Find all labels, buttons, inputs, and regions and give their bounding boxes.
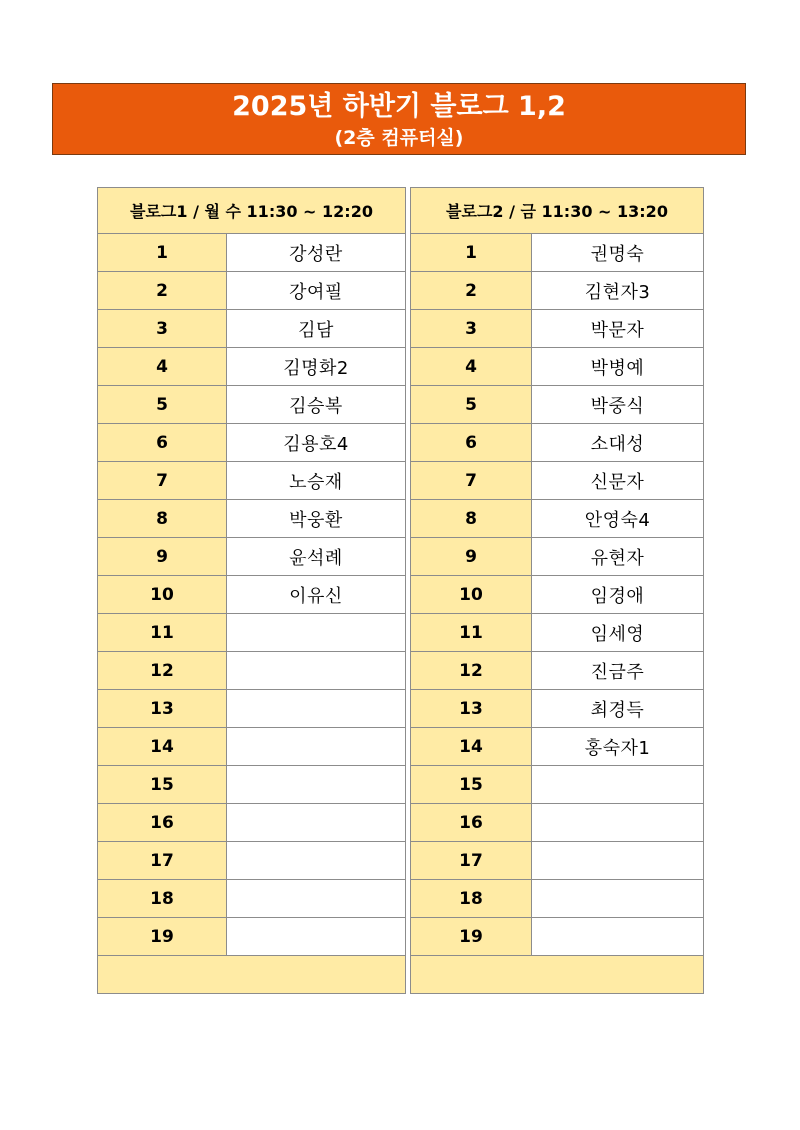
seat-number: 16 — [411, 804, 532, 842]
seat-number: 11 — [411, 614, 532, 652]
seat-number: 6 — [411, 424, 532, 462]
student-name: 윤석례 — [227, 538, 406, 576]
roster-row — [98, 462, 406, 500]
seat-number: 19 — [411, 918, 532, 956]
student-name — [227, 766, 406, 804]
roster-row — [411, 272, 704, 310]
roster-row — [411, 652, 704, 690]
roster-row — [411, 690, 704, 728]
seat-number: 4 — [98, 348, 227, 386]
seat-number: 13 — [98, 690, 227, 728]
seat-number: 1 — [411, 234, 532, 272]
roster-row — [98, 576, 406, 614]
student-name — [532, 842, 704, 880]
seat-number: 19 — [98, 918, 227, 956]
student-name — [532, 918, 704, 956]
seat-number: 15 — [411, 766, 532, 804]
seat-number: 17 — [411, 842, 532, 880]
student-name: 소대성 — [532, 424, 704, 462]
roster-footer-row — [98, 956, 406, 994]
roster-row — [411, 462, 704, 500]
student-name: 김담 — [227, 310, 406, 348]
student-name — [227, 728, 406, 766]
seat-number: 11 — [98, 614, 227, 652]
seat-number: 8 — [98, 500, 227, 538]
seat-number: 14 — [98, 728, 227, 766]
seat-number: 13 — [411, 690, 532, 728]
seat-number: 14 — [411, 728, 532, 766]
student-name — [227, 614, 406, 652]
student-name: 노승재 — [227, 462, 406, 500]
seat-number: 1 — [98, 234, 227, 272]
seat-number: 2 — [411, 272, 532, 310]
page-title: 2025년 하반기 블로그 1,2 — [232, 91, 566, 122]
roster-row — [98, 348, 406, 386]
seat-number: 7 — [98, 462, 227, 500]
student-name: 권명숙 — [532, 234, 704, 272]
block2-roster-table — [410, 187, 704, 994]
seat-number: 3 — [98, 310, 227, 348]
roster-row — [98, 690, 406, 728]
title-banner — [52, 83, 746, 155]
student-name — [227, 880, 406, 918]
roster-row — [411, 538, 704, 576]
student-name: 임경애 — [532, 576, 704, 614]
student-name: 진금주 — [532, 652, 704, 690]
seat-number: 5 — [411, 386, 532, 424]
roster-footer-cell — [98, 956, 406, 994]
seat-number: 7 — [411, 462, 532, 500]
roster-row — [98, 728, 406, 766]
roster-footer-cell — [411, 956, 704, 994]
roster-row — [411, 842, 704, 880]
student-name: 박웅환 — [227, 500, 406, 538]
roster-row — [411, 234, 704, 272]
block1-roster-table — [97, 187, 406, 994]
student-name — [227, 652, 406, 690]
roster-row — [411, 804, 704, 842]
student-name: 김명화2 — [227, 348, 406, 386]
roster-footer-row — [411, 956, 704, 994]
roster-row — [98, 538, 406, 576]
roster-row — [411, 500, 704, 538]
seat-number: 10 — [98, 576, 227, 614]
roster-row — [411, 766, 704, 804]
roster-row — [98, 880, 406, 918]
roster-row — [411, 576, 704, 614]
student-name — [227, 842, 406, 880]
page-subtitle: (2층 컴퓨터실) — [334, 127, 464, 149]
seat-number: 17 — [98, 842, 227, 880]
student-name: 김승복 — [227, 386, 406, 424]
roster-row — [411, 386, 704, 424]
block-schedule-heading: 블로그2 / 금 11:30 ~ 13:20 — [411, 188, 704, 234]
seat-number: 10 — [411, 576, 532, 614]
student-name — [532, 804, 704, 842]
roster-row — [98, 272, 406, 310]
student-name: 박문자 — [532, 310, 704, 348]
roster-row — [98, 614, 406, 652]
roster-row — [98, 310, 406, 348]
seat-number: 15 — [98, 766, 227, 804]
roster-row — [98, 766, 406, 804]
roster-row — [98, 842, 406, 880]
seat-number: 18 — [98, 880, 227, 918]
roster-header-row — [411, 188, 704, 234]
student-name: 박병예 — [532, 348, 704, 386]
student-name: 김용호4 — [227, 424, 406, 462]
student-name — [227, 918, 406, 956]
student-name: 홍숙자1 — [532, 728, 704, 766]
seat-number: 6 — [98, 424, 227, 462]
student-name: 박중식 — [532, 386, 704, 424]
roster-header-row — [98, 188, 406, 234]
student-name: 김현자3 — [532, 272, 704, 310]
roster-row — [411, 310, 704, 348]
student-name — [532, 880, 704, 918]
roster-row — [411, 424, 704, 462]
seat-number: 8 — [411, 500, 532, 538]
roster-row — [411, 614, 704, 652]
roster-row — [98, 424, 406, 462]
seat-number: 12 — [98, 652, 227, 690]
seat-number: 4 — [411, 348, 532, 386]
student-name — [227, 804, 406, 842]
roster-row — [411, 348, 704, 386]
block-schedule-heading: 블로그1 / 월 수 11:30 ~ 12:20 — [98, 188, 406, 234]
student-name: 임세영 — [532, 614, 704, 652]
roster-row — [411, 728, 704, 766]
student-name: 안영숙4 — [532, 500, 704, 538]
student-name: 강성란 — [227, 234, 406, 272]
student-name: 최경득 — [532, 690, 704, 728]
student-name — [532, 766, 704, 804]
roster-row — [98, 652, 406, 690]
roster-row — [411, 918, 704, 956]
seat-number: 5 — [98, 386, 227, 424]
seat-number: 2 — [98, 272, 227, 310]
seat-number: 3 — [411, 310, 532, 348]
roster-row — [98, 386, 406, 424]
student-name: 강여필 — [227, 272, 406, 310]
student-name: 이유신 — [227, 576, 406, 614]
student-name: 유현자 — [532, 538, 704, 576]
seat-number: 12 — [411, 652, 532, 690]
student-name: 신문자 — [532, 462, 704, 500]
student-name — [227, 690, 406, 728]
seat-number: 16 — [98, 804, 227, 842]
roster-row — [98, 234, 406, 272]
seat-number: 18 — [411, 880, 532, 918]
seat-number: 9 — [98, 538, 227, 576]
roster-row — [98, 918, 406, 956]
roster-row — [411, 880, 704, 918]
roster-row — [98, 500, 406, 538]
seat-number: 9 — [411, 538, 532, 576]
roster-row — [98, 804, 406, 842]
